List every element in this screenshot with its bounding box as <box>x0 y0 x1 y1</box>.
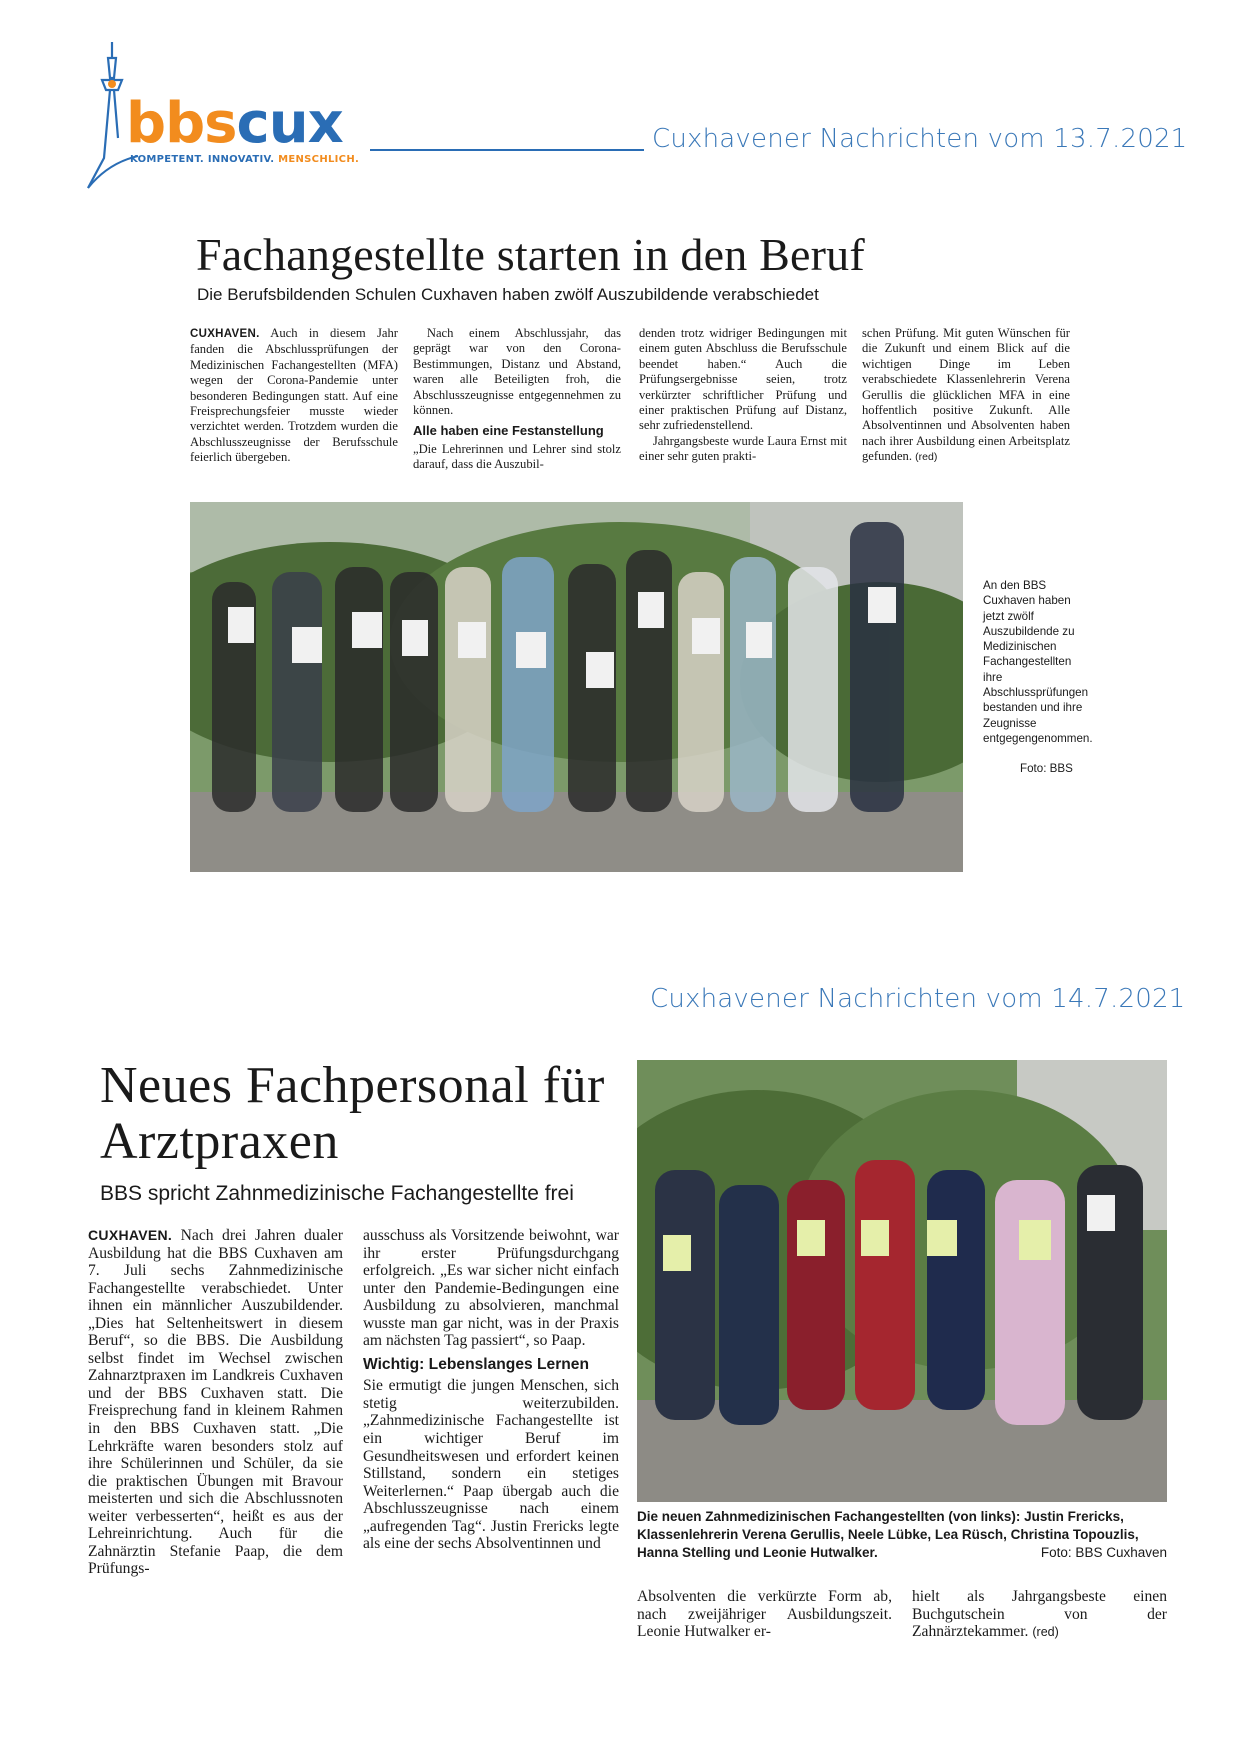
source-divider <box>370 149 644 151</box>
photo-caption-2: Die neuen Zahnmedizinischen Fachangestellten (von links): Justin Frericks, Klassenlehrerin Verena Gerullis, Neele Lübke, Lea Rüsch, Christina Topouzlis, Hanna Stelling und Leonie Hutwalker. Foto: BBS Cuxhaven <box>637 1509 1167 1560</box>
headline-1: Fachangestellte starten in den Beruf <box>196 229 865 280</box>
bbs-cux-logo <box>78 38 378 198</box>
photo-credit-1: Foto: BBS <box>1020 762 1073 775</box>
article1-column-3: denden trotz widriger Bedingungen mit einem guten Abschluss die Berufsschule beendet haben.“ Auch die Prüfungsergebnisse seien, trotz verkürzter schriftlicher Prüfung und einer praktischen Prüfung auf Distanz, sehr zufriedenstellend. Jahrgangsbeste wurde Laura Ernst mit einer sehr guten prakti- <box>639 326 847 464</box>
dateline: CUXHAVEN. <box>88 1227 173 1243</box>
article1-column-4: schen Prüfung. Mit guten Wünschen für die Zukunft und einem Blick auf die wichtigen Dinge im Leben verabschiedete Klassenlehrerin Verena Gerullis die glücklichen MFA in eine hoffentlich positive Zukunft. Alle Absolventinnen und Absolventen haben nach ihrer Ausbildung einen Arbeitsplatz gefunden. (red) <box>862 326 1070 464</box>
article2-column-1: CUXHAVEN. Nach drei Jahren dualer Ausbildung hat die BBS Cuxhaven am 7. Juli sechs Zahnmedizinische Fachangestellte verabschiedet. Unter ihnen ein männlicher Auszubildender. „Dies hat Seltenheitswert in diesem Beruf“, so die BBS. Die Ausbildung selbst findet im Wechsel zwischen Zahnarztpraxen im Landkreis Cuxhaven und der BBS Cuxhaven statt. Die Freisprechung fand in kleinem Rahmen in den BBS Cuxhaven statt. „Die Lehrkräfte waren besonders stolz auf ihre Schülerinnen und Schüler, da sie die praktischen Übungen mit Bravour meisterten und sich die Abschlussnoten weiter verbesserten“, heißt es aus der Lehreinrichtung. Auch für die Zahnärztin Stefanie Paap, die dem Prüfungs- <box>88 1227 343 1578</box>
logo-tagline: KOMPETENT. INNOVATIV. MENSCHLICH. <box>130 154 360 165</box>
source-header-1: Cuxhavener Nachrichten vom 13.7.2021 <box>652 124 1188 154</box>
source-header-2: Cuxhavener Nachrichten vom 14.7.2021 <box>650 984 1186 1014</box>
article2-column-3: Absolventen die verkürzte Form ab, nach zweijähriger Ausbildungszeit. Leonie Hutwalker er- <box>637 1588 892 1641</box>
subheadline-2: BBS spricht Zahnmedizinische Fachangestellte frei <box>100 1182 574 1205</box>
dateline: CUXHAVEN. <box>190 328 260 340</box>
article1-column-2: Nach einem Abschlussjahr, das geprägt war von den Corona-Bestimmungen, Distanz und Abstand, waren alle Beteiligten froh, die Abschlusszeugnisse entgegennehmen zu können. Alle haben eine Festanstellung „Die Lehrerinnen und Lehrer sind stolz darauf, dass die Auszubil- <box>413 326 621 472</box>
headline-2: Neues Fachpersonal für Arztpraxen <box>100 1057 605 1170</box>
photo-caption-1: An den BBS Cuxhaven haben jetzt zwölf Auszubildende zu Medizinischen Fachangestellten ihre Abschlussprüfungen bestanden und ihre Zeugnisse entgegengenommen. <box>983 579 1093 745</box>
article2-column-2: ausschuss als Vorsitzende beiwohnt, war ihr erster Prüfungsdurchgang erfolgreich. „Es war sicher nicht einfach unter den Pandemie-Bedingungen eine Ausbildung zu absolvieren, manchmal wusste man gar nicht, was in der Praxis am nächsten Tag passiert“, so Paap. Wichtig: Lebenslanges Lernen Sie ermutigt die jungen Menschen, sich stetig weiterzubilden. „Zahnmedizinische Fachangestellte ist ein wichtiger Beruf im Gesundheitswesen und erfordert keinen Stillstand, sondern ein stetiges Weiterlernen.“ Paap übergab auch die Abschlusszeugnisse nach einem „aufregenden Tag“. Justin Frericks legte als eine der sechs Absolventinnen und <box>363 1227 619 1553</box>
subheadline-1: Die Berufsbildenden Schulen Cuxhaven haben zwölf Auszubildende verabschiedet <box>197 285 819 304</box>
logo-wordmark: bbscux <box>126 91 343 156</box>
intertitle-2: Wichtig: Lebenslanges Lernen <box>363 1355 590 1373</box>
intertitle-1: Alle haben eine Festanstellung <box>413 423 604 439</box>
article1-column-1: CUXHAVEN. Auch in diesem Jahr fanden die Abschlussprüfungen der Medizinischen Fachangestellten (MFA) wegen der Corona-Pandemie unter besonderen Bedingungen statt. Auf eine Freisprechungsfeier musste wieder verzichtet werden. Trotzdem wurden die Abschlusszeugnisse der Berufsschule feierlich übergeben. <box>190 326 398 465</box>
group-photo-mfa <box>190 502 963 872</box>
article2-column-4: hielt als Jahrgangsbeste einen Buchgutschein von der Zahnärztekammer. (red) <box>912 1588 1167 1641</box>
group-photo-zfa <box>637 1060 1167 1502</box>
photo-credit-2: Foto: BBS Cuxhaven <box>1040 1545 1167 1560</box>
